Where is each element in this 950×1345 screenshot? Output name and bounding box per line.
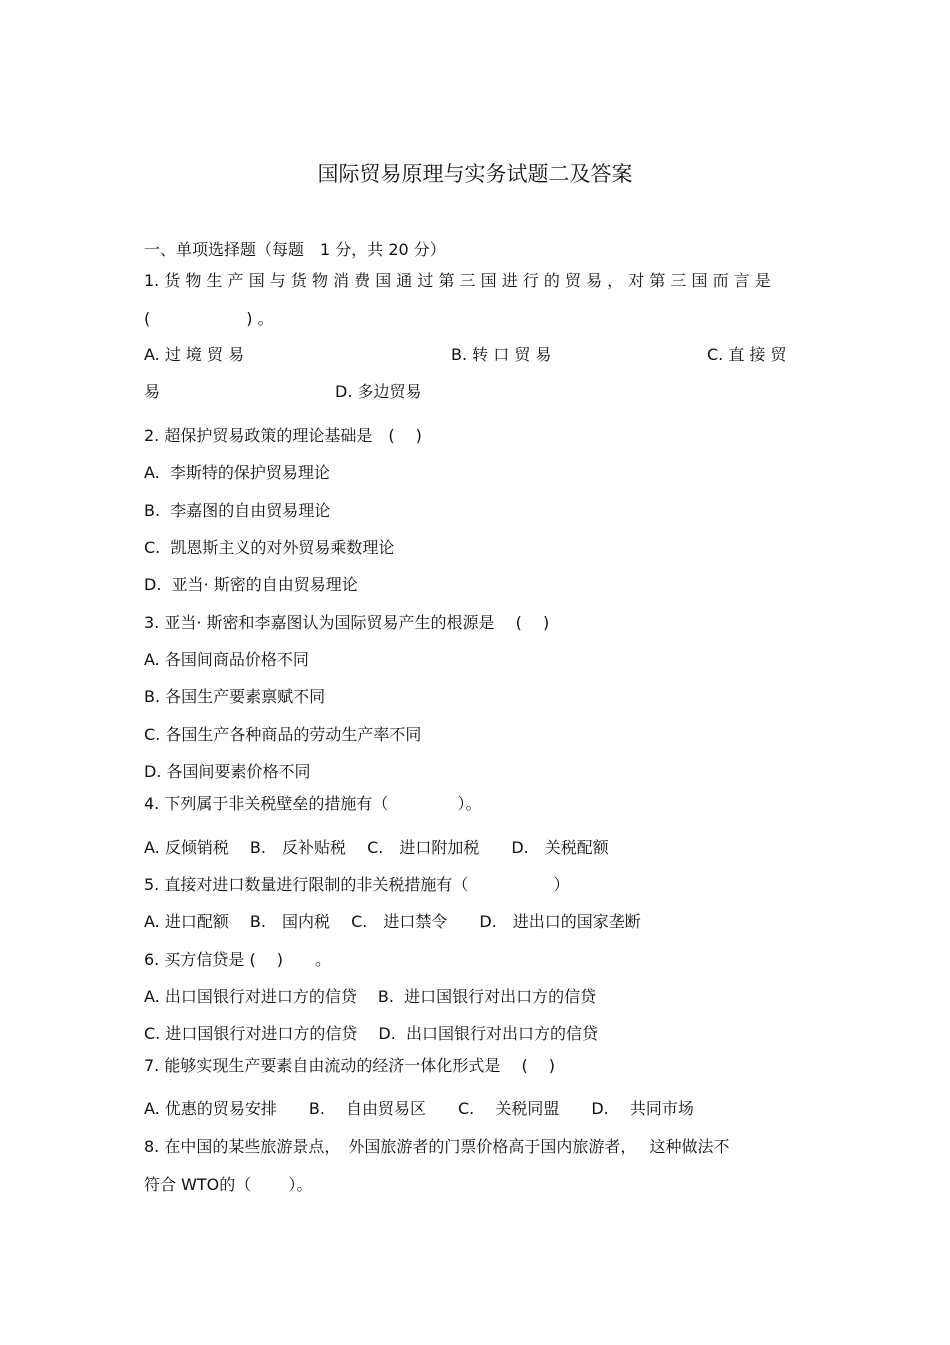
question-3-option-b: B. 各国生产要素禀赋不同 bbox=[144, 687, 326, 706]
question-3-stem: 3. 亚当· 斯密和李嘉图认为国际贸易产生的根源是 ( ) bbox=[144, 613, 550, 632]
question-3-option-d: D. 各国间要素价格不同 bbox=[144, 762, 311, 781]
question-2-option-c: C. 凯恩斯主义的对外贸易乘数理论 bbox=[144, 538, 395, 557]
section-heading: 一、单项选择题（每题 1 分，共 20 分） bbox=[144, 240, 446, 259]
question-3-option-c: C. 各国生产各种商品的劳动生产率不同 bbox=[144, 725, 422, 744]
question-5-stem: 5. 直接对进口数量进行限制的非关税措施有（ ） bbox=[144, 875, 570, 894]
document-title: 国际贸易原理与实务试题二及答案 bbox=[317, 162, 633, 186]
question-6-options-line2: C. 进口国银行对进口方的信贷 D. 出口国银行对出口方的信贷 bbox=[144, 1024, 599, 1043]
question-8-stem-line2: 符合 WTO的（ ）。 bbox=[144, 1175, 313, 1194]
question-1-option-a: A. 过 境 贸 易 bbox=[144, 345, 245, 364]
question-8-stem-line1: 8. 在中国的某些旅游景点， 外国旅游者的门票价格高于国内旅游者， 这种做法不 bbox=[144, 1137, 730, 1156]
question-5-options: A. 进口配额 B. 国内税 C. 进口禁令 D. 进出口的国家垄断 bbox=[144, 912, 641, 931]
question-2-option-d: D. 亚当· 斯密的自由贸易理论 bbox=[144, 575, 358, 594]
question-7-options: A. 优惠的贸易安排 B. 自由贸易区 C. 关税同盟 D. 共同市场 bbox=[144, 1099, 694, 1118]
question-6-options-line1: A. 出口国银行对进口方的信贷 B. 进口国银行对出口方的信贷 bbox=[144, 987, 597, 1006]
question-1-option-b: B. 转 口 贸 易 bbox=[451, 345, 552, 364]
question-1-option-d: D. 多边贸易 bbox=[335, 382, 422, 401]
question-1-stem-line1: 1. 货 物 生 产 国 与 货 物 消 费 国 通 过 第 三 国 进 行 的 贸 易 ， 对 第 三 国 而 言 是 bbox=[144, 271, 771, 290]
question-1-option-c: C. 直 接 贸 bbox=[707, 345, 787, 364]
question-4-options: A. 反倾销税 B. 反补贴税 C. 进口附加税 D. 关税配额 bbox=[144, 838, 609, 857]
question-4-stem: 4. 下列属于非关税壁垒的措施有（ ）。 bbox=[144, 794, 482, 813]
question-3-option-a: A. 各国间商品价格不同 bbox=[144, 650, 309, 669]
question-1-option-c-cont: 易 bbox=[144, 382, 161, 401]
question-6-stem: 6. 买方信贷是 ( ) 。 bbox=[144, 950, 332, 969]
question-1-stem-line2: ( ) 。 bbox=[144, 309, 274, 328]
question-2-option-a: A. 李斯特的保护贸易理论 bbox=[144, 463, 330, 482]
question-2-stem: 2. 超保护贸易政策的理论基础是 ( ) bbox=[144, 426, 422, 445]
question-7-stem: 7. 能够实现生产要素自由流动的经济一体化形式是 ( ) bbox=[144, 1056, 556, 1075]
question-2-option-b: B. 李嘉图的自由贸易理论 bbox=[144, 501, 331, 520]
